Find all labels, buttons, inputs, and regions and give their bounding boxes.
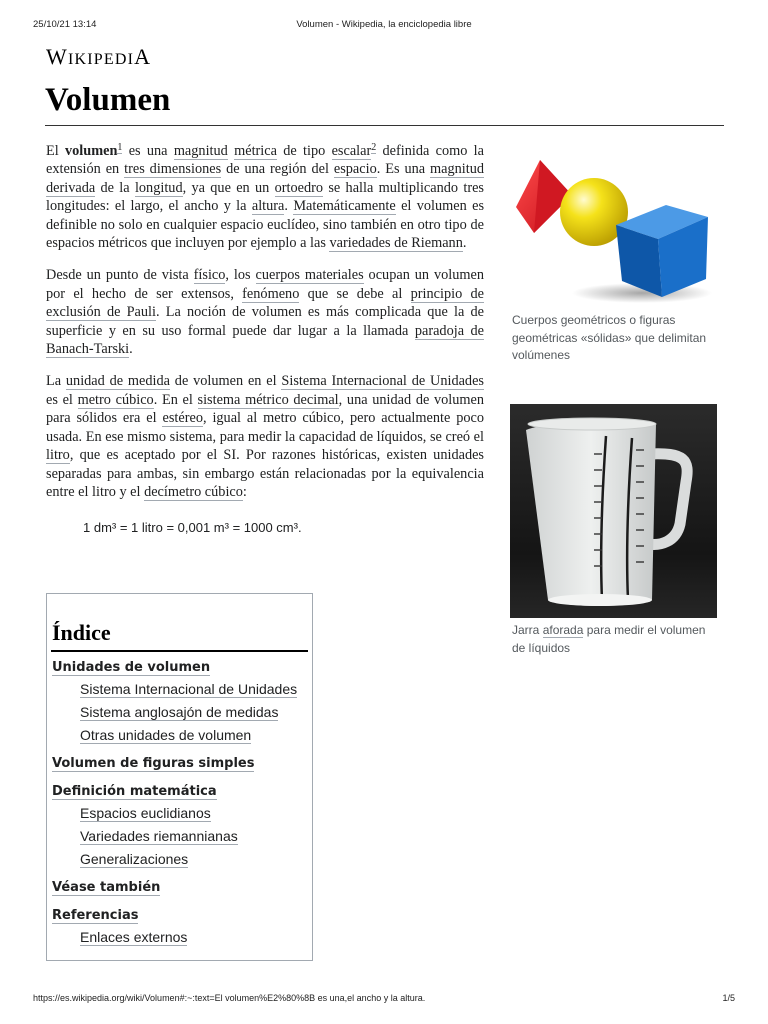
- text: . Es una: [376, 161, 431, 178]
- logo-w: W: [46, 44, 68, 69]
- print-date: 25/10/21 13:14: [33, 19, 97, 30]
- text: :: [242, 483, 247, 500]
- link-variedades-de-riemann[interactable]: variedades de Riemann: [329, 235, 463, 252]
- toc-item-vease-tambien[interactable]: Véase también: [52, 880, 161, 895]
- title-divider: [45, 125, 724, 126]
- text: el volumen es definible no solo en cualquier espacio euclídeo, sino también en otro tipo de espacios métricos que incluyen por ejemplo a las: [46, 198, 485, 252]
- link-aforada[interactable]: aforada: [542, 623, 584, 637]
- link-fenomeno[interactable]: fenómeno: [242, 285, 300, 302]
- link-matematicamente[interactable]: Matemáticamente: [293, 198, 396, 215]
- toc-item-figuras-simples[interactable]: Volumen de figuras simples: [52, 756, 255, 771]
- print-url: https://es.wikipedia.org/wiki/Volumen#:~:text=El volumen%E2%80%8B es una,el ancho y la altura.: [33, 993, 426, 1003]
- link-decimetro-cubico[interactable]: decímetro cúbico: [144, 483, 243, 500]
- link-sistema-metrico-decimal[interactable]: sistema métrico decimal: [197, 391, 339, 408]
- text: , que es aceptado por el SI. Por razones históricas, existen unidades separadas para ambas, sin embargo están relacionadas por la equivalencia entre el litro y el: [46, 447, 484, 500]
- toc-item-enlaces-externos[interactable]: Enlaces externos: [80, 929, 188, 945]
- text: . La noción de volumen es más complicada que la de superficie y en su uso formal puede dar lugar a la llamada: [46, 304, 484, 339]
- text: El: [46, 143, 65, 159]
- toc-item-generalizaciones[interactable]: Generalizaciones: [80, 851, 189, 867]
- text: La: [46, 373, 66, 390]
- link-escalar[interactable]: escalar: [331, 143, 372, 159]
- toc-item-sistema-anglosajon[interactable]: Sistema anglosajón de medidas: [80, 704, 279, 720]
- paragraph-units: [46, 372, 484, 501]
- measuring-jug-image[interactable]: [510, 404, 717, 618]
- text: . En el: [153, 391, 198, 408]
- text: .: [462, 235, 467, 252]
- text: definida como la extensión en: [46, 143, 485, 178]
- text: , una unidad de volumen para sólidos era el: [46, 391, 485, 427]
- table-of-contents: [46, 593, 313, 961]
- link-paradoja-de-banach-tarski[interactable]: paradoja de Banach-Tarski: [46, 322, 484, 358]
- equivalence-formula: 1 dm³ = 1 litro = 0,001 m³ = 1000 cm³.: [83, 520, 302, 536]
- reference-1[interactable]: 1: [117, 142, 123, 153]
- text: de volumen en el: [170, 373, 282, 390]
- bold-term: volumen: [64, 143, 118, 159]
- link-tres-dimensiones[interactable]: tres dimensiones: [124, 161, 222, 178]
- print-header: [0, 19, 768, 33]
- link-unidad-de-medida[interactable]: unidad de medida: [65, 373, 170, 390]
- paragraph-intro: [46, 142, 484, 252]
- text: , igual al metro cúbico, pero actualmente poco usada. En ese mismo sistema, para medir la capacidad de líquidos, se creó el: [46, 410, 485, 445]
- toc-divider: [51, 650, 308, 652]
- link-cuerpos-materiales[interactable]: cuerpos materiales: [255, 267, 364, 284]
- link-ortoedro[interactable]: ortoedro: [274, 179, 324, 196]
- text: .: [284, 198, 294, 215]
- text: .: [129, 341, 133, 358]
- link-fisico[interactable]: físico: [193, 267, 226, 284]
- link-magnitud-derivada[interactable]: magnitud derivada: [46, 161, 485, 196]
- figure2-caption: [512, 622, 717, 657]
- toc-item-espacios-euclidianos[interactable]: Espacios euclidianos: [80, 805, 211, 821]
- toc-item-variedades-riemannianas[interactable]: Variedades riemannianas: [80, 828, 238, 844]
- text: de tipo: [276, 143, 332, 159]
- text: es una: [122, 143, 174, 159]
- link-principio-de-exclusion-de-pauli[interactable]: principio de exclusión de Pauli: [46, 285, 485, 321]
- link-metro-cubico[interactable]: metro cúbico: [77, 391, 154, 408]
- toc-item-unidades-de-volumen[interactable]: Unidades de volumen: [52, 660, 211, 675]
- link-litro[interactable]: litro: [46, 447, 70, 464]
- link-altura[interactable]: altura: [251, 198, 285, 215]
- toc-title: Índice: [52, 620, 111, 645]
- toc-item-referencias[interactable]: Referencias: [52, 908, 139, 923]
- link-magnitud[interactable]: magnitud: [173, 143, 228, 159]
- text: de una región del: [221, 161, 334, 178]
- reference-2[interactable]: 2: [371, 142, 377, 153]
- caption-text: para medir el volumen de líquidos: [512, 623, 706, 655]
- caption-text: Jarra: [512, 623, 543, 637]
- jug-rim: [528, 418, 656, 430]
- article-body: [46, 142, 484, 538]
- text: , ya que en un: [182, 179, 275, 196]
- text: se halla multiplicando tres longitudes: el largo, el ancho y la: [46, 179, 484, 215]
- page-title: Volumen: [45, 82, 171, 118]
- text: ocupan un volumen por el hecho de ser extensos,: [46, 267, 484, 302]
- text: Desde un punto de vista: [46, 267, 194, 284]
- link-longitud[interactable]: longitud: [134, 179, 183, 196]
- logo-a: A: [134, 44, 152, 69]
- link-espacio[interactable]: espacio: [333, 161, 377, 178]
- paragraph-physics: [46, 266, 484, 358]
- link-estereo[interactable]: estéreo: [162, 410, 203, 427]
- figure1-caption: Cuerpos geométricos o figuras geométricas «sólidas» que delimitan volúmenes: [512, 313, 707, 362]
- link-metrica[interactable]: métrica: [234, 143, 277, 159]
- link-sistema-internacional[interactable]: Sistema Internacional de Unidades: [281, 373, 484, 390]
- text: que se debe al: [299, 285, 411, 302]
- print-footer: [0, 993, 768, 1007]
- text: , los: [225, 267, 256, 284]
- toc-item-definicion-matematica[interactable]: Definición matemática: [52, 784, 217, 799]
- print-page-title: Volumen - Wikipedia, la enciclopedia libre: [296, 19, 472, 30]
- logo-ikipedi: IKIPEDI: [67, 51, 135, 68]
- jug-base: [548, 594, 652, 606]
- text: es el: [46, 391, 78, 408]
- toc-item-sistema-internacional[interactable]: Sistema Internacional de Unidades: [80, 681, 298, 697]
- geometric-solids-image[interactable]: [512, 155, 717, 305]
- print-page-number: 1/5: [722, 993, 735, 1003]
- toc-item-otras-unidades[interactable]: Otras unidades de volumen: [80, 727, 252, 743]
- text: de la: [95, 179, 135, 196]
- wikipedia-logo[interactable]: [46, 44, 151, 70]
